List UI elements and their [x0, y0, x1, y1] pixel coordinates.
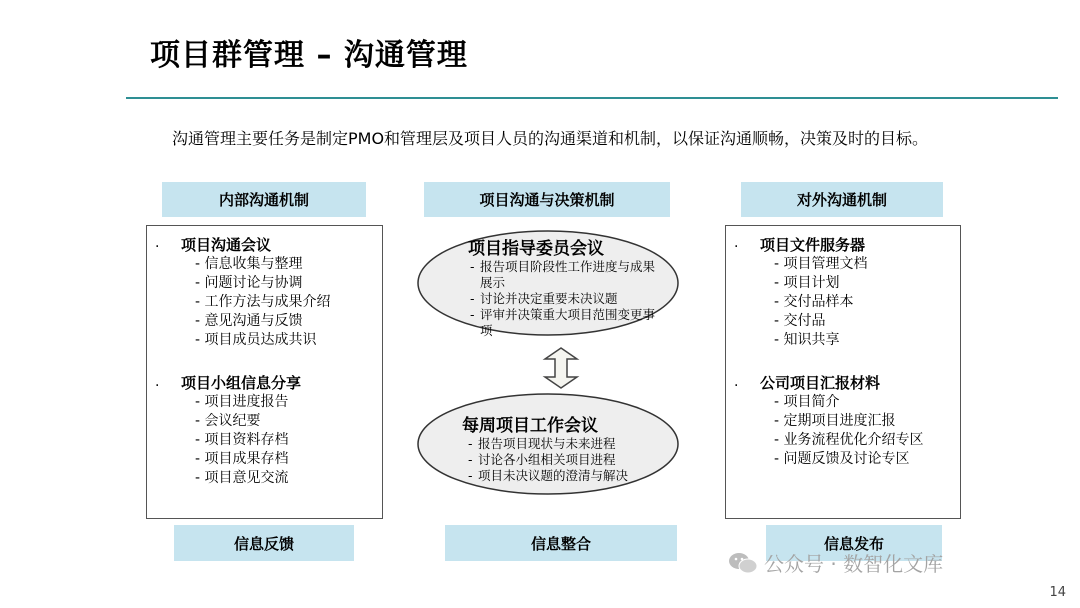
steering-committee-items: [470, 259, 660, 339]
list-item: - 报告项目现状与未来进程: [468, 436, 668, 452]
list-item: - 项目意见交流: [195, 469, 289, 488]
list-item: - 问题讨论与协调: [195, 274, 331, 293]
list-item: - 业务流程优化介绍专区: [774, 431, 924, 450]
wechat-icon: [728, 551, 758, 575]
group-title-file-server: 项目文件服务器: [760, 236, 866, 254]
list-item: - 项目资料存档: [195, 431, 289, 450]
footer-integration: 信息整合: [445, 525, 677, 561]
footer-publish: 信息发布: [766, 525, 942, 561]
weekly-meeting-title: 每周项目工作会议: [462, 416, 598, 436]
weekly-meeting-oval: [416, 392, 680, 500]
list-item: - 信息收集与整理: [195, 255, 331, 274]
sharing-items: [195, 393, 289, 488]
list-item: - 会议纪要: [195, 412, 289, 431]
meeting-items: [195, 255, 331, 350]
list-item: - 评审并决策重大项目范围变更事项: [470, 307, 660, 339]
list-item: - 项目管理文档: [774, 255, 868, 274]
list-item: - 知识共享: [774, 331, 868, 350]
file-server-items: [774, 255, 868, 350]
list-item: - 交付品: [774, 312, 868, 331]
group-title-sharing: 项目小组信息分享: [181, 374, 302, 392]
list-item: - 项目成果存档: [195, 450, 289, 469]
list-item: - 讨论各小组相关项目进程: [468, 452, 668, 468]
list-item: - 项目未决议题的澄清与解决: [468, 468, 668, 484]
bullet-dot: ·: [155, 239, 160, 255]
list-item: - 交付品样本: [774, 293, 868, 312]
list-item: - 讨论并决定重要未决议题: [470, 291, 660, 307]
header-external: 对外沟通机制: [741, 182, 943, 217]
internal-panel: [146, 225, 383, 519]
watermark-text: 公众号 · 数智化文库: [764, 552, 944, 576]
group-title-meeting: 项目沟通会议: [181, 236, 272, 254]
report-items: [774, 393, 924, 469]
footer-feedback: 信息反馈: [174, 525, 354, 561]
title-divider: [126, 97, 1058, 99]
header-internal: 内部沟通机制: [162, 182, 366, 217]
list-item: - 项目简介: [774, 393, 924, 412]
bullet-dot: ·: [734, 239, 739, 255]
list-item: - 问题反馈及讨论专区: [774, 450, 924, 469]
page-number: 14: [1049, 585, 1066, 600]
bullet-dot: ·: [155, 378, 160, 394]
list-item: - 项目成员达成共识: [195, 331, 331, 350]
group-title-report: 公司项目汇报材料: [760, 374, 881, 392]
bullet-dot: ·: [734, 378, 739, 394]
header-decision: 项目沟通与决策机制: [424, 182, 670, 217]
intro-text: 沟通管理主要任务是制定PMO和管理层及项目人员的沟通渠道和机制，以保证沟通顺畅，决策及时的目标。: [172, 129, 929, 148]
list-item: - 工作方法与成果介绍: [195, 293, 331, 312]
list-item: - 项目进度报告: [195, 393, 289, 412]
external-panel: [725, 225, 961, 519]
list-item: - 定期项目进度汇报: [774, 412, 924, 431]
steering-committee-oval: [416, 229, 680, 337]
list-item: - 项目计划: [774, 274, 868, 293]
double-arrow-icon: [542, 347, 580, 389]
slide-title: 项目群管理 – 沟通管理: [150, 38, 468, 73]
steering-committee-title: 项目指导委员会议: [468, 239, 604, 259]
list-item: - 意见沟通与反馈: [195, 312, 331, 331]
weekly-meeting-items: [468, 436, 668, 484]
list-item: - 报告项目阶段性工作进度与成果展示: [470, 259, 660, 291]
watermark: [728, 548, 943, 577]
